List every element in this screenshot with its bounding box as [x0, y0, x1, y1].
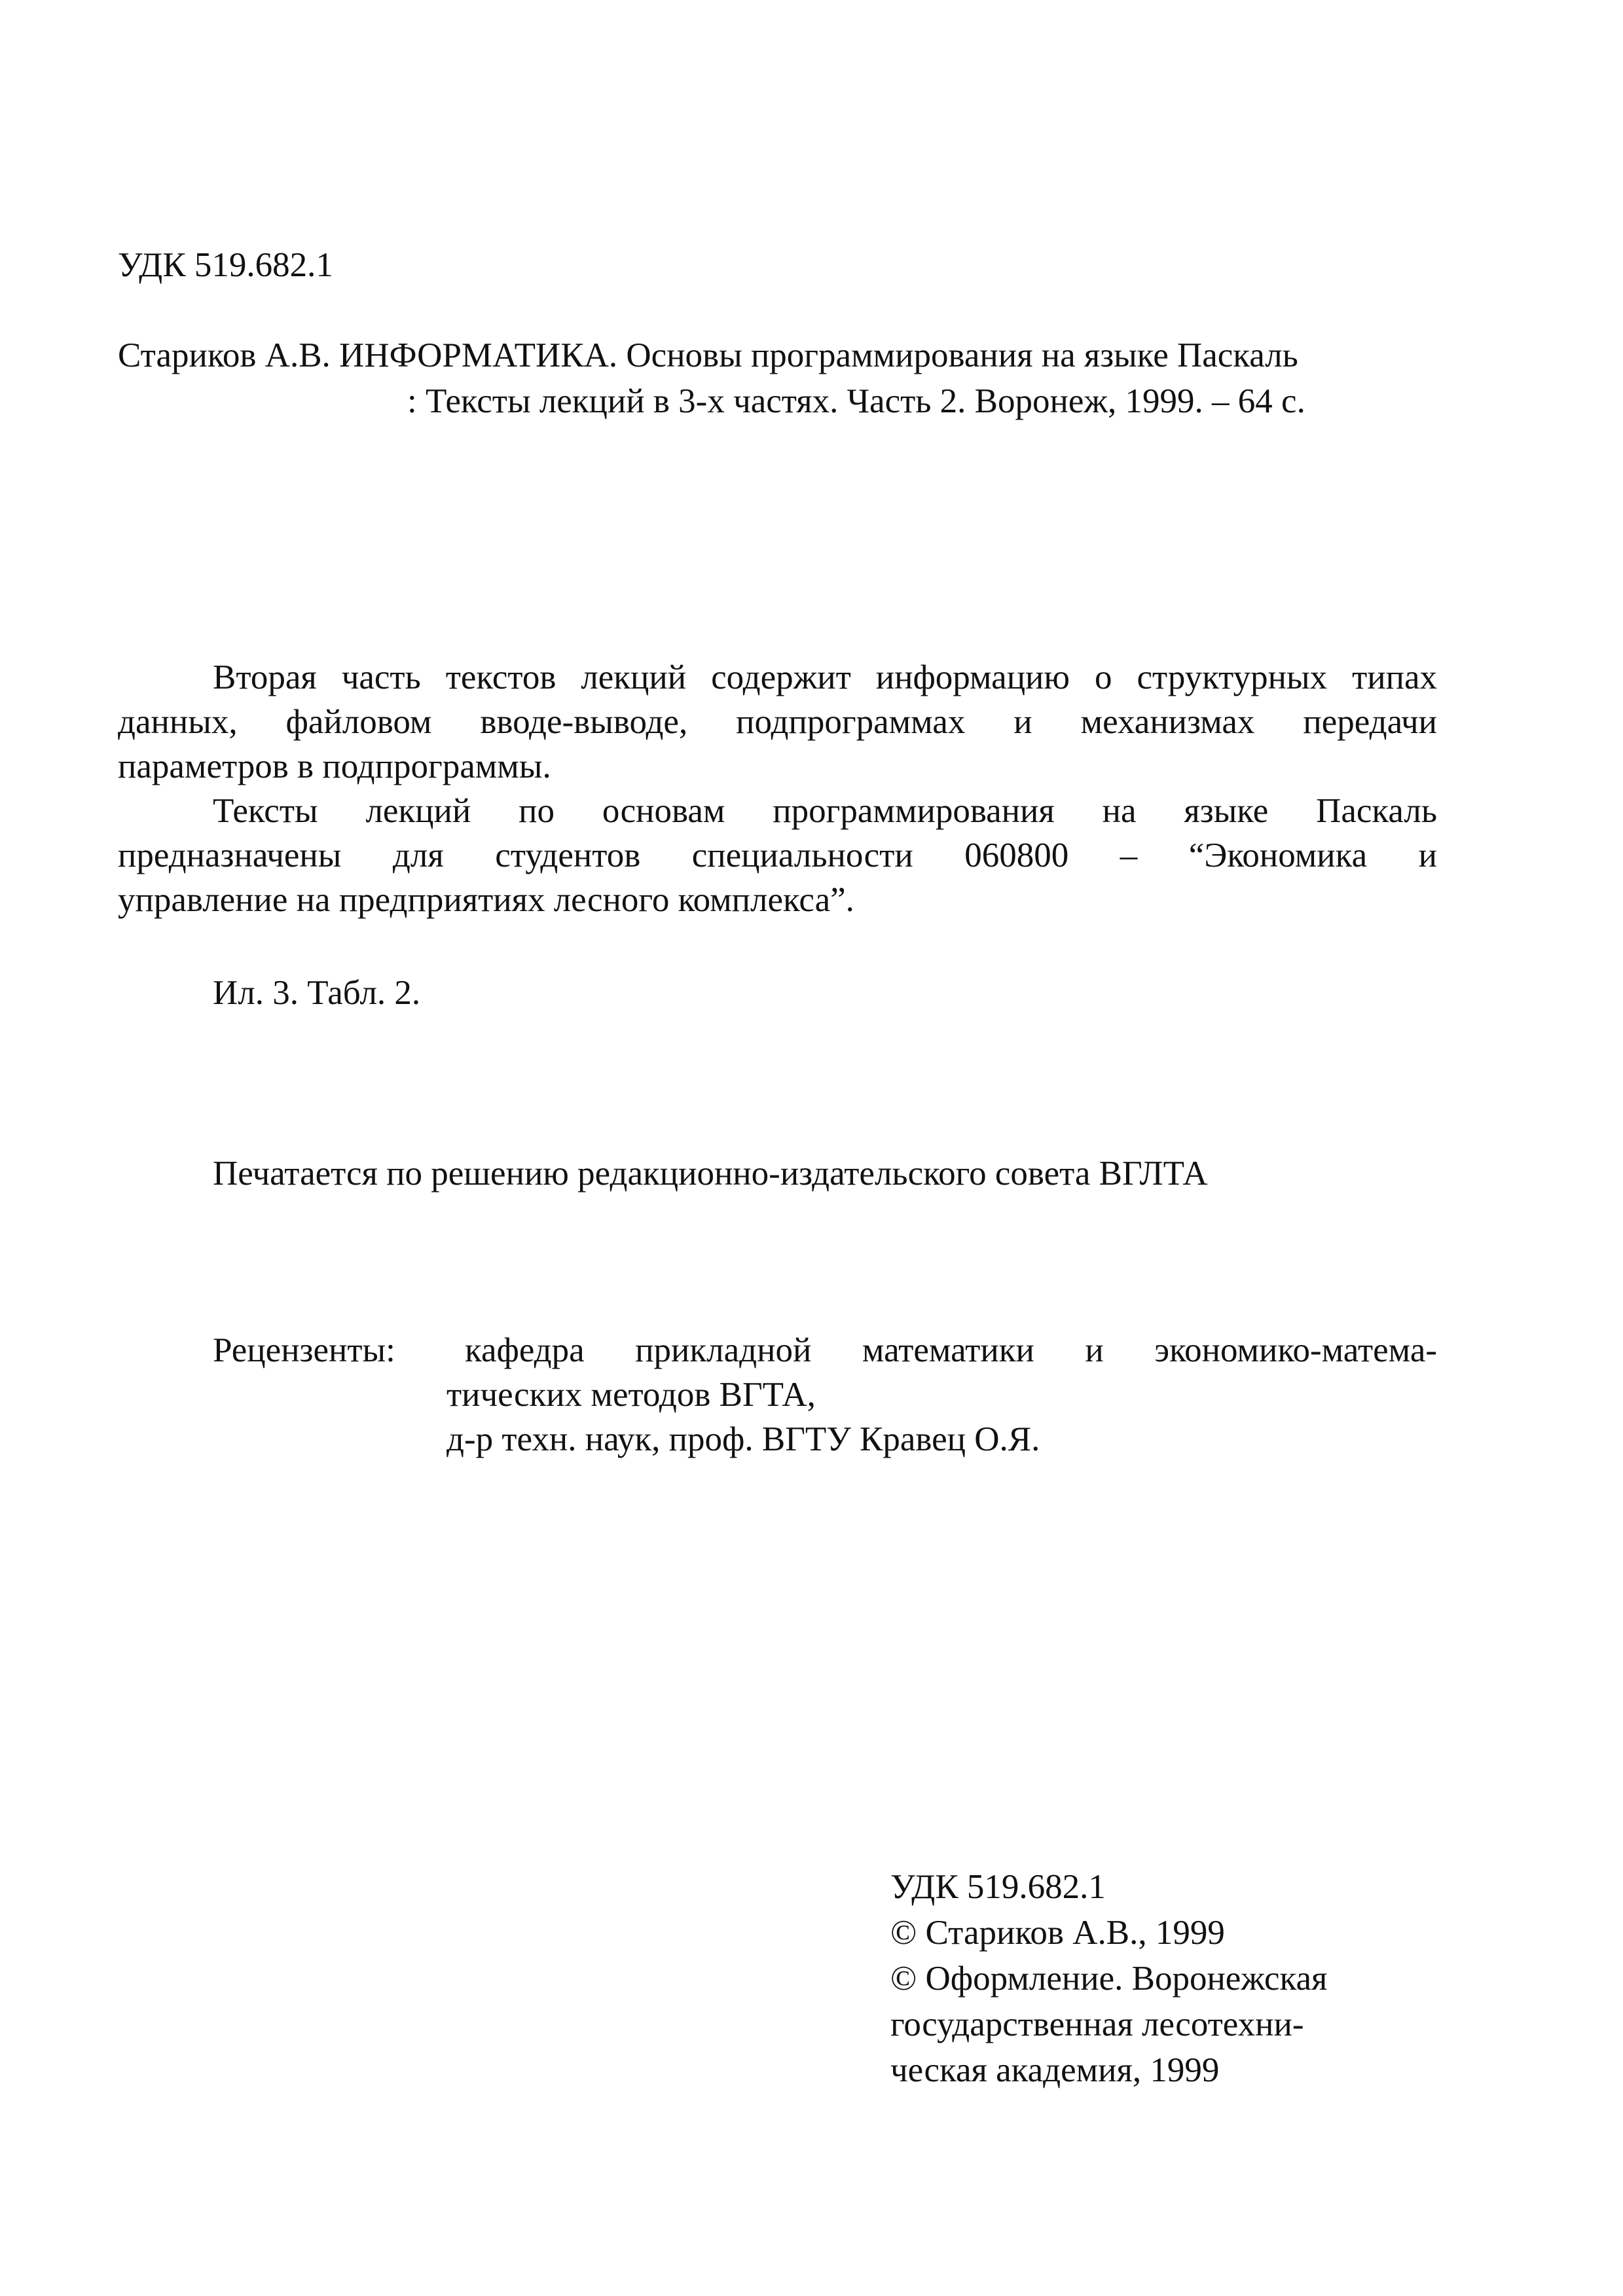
reviewers-line-2: тических методов ВГТА,	[447, 1376, 816, 1414]
abstract-p1-line-2: данных, файловом вводе-выводе, подпрограммах и механизмах передачи	[118, 703, 1437, 741]
reviewers-line-3: д-р техн. наук, проф. ВГТУ Кравец О.Я.	[447, 1420, 1040, 1458]
abstract-p2-line-1: Тексты лекций по основам программирования на языке Паскаль	[213, 792, 1437, 830]
abstract-p1-line-1: Вторая часть текстов лекций содержит информацию о структурных типах	[213, 658, 1437, 696]
copyright-design-line-1: © Оформление. Воронежская	[890, 1960, 1328, 1998]
copyright-design-line-2: государственная лесотехни-	[890, 2005, 1304, 2043]
reviewers-line-1: кафедра прикладной математики и экономико-матема-	[465, 1331, 1437, 1369]
reviewers-label: Рецензенты:	[213, 1331, 395, 1369]
copyright-udk: УДК 519.682.1	[890, 1868, 1106, 1906]
publication-note: Печатается по решению редакционно-издательского совета ВГЛТА	[213, 1155, 1208, 1193]
bibliography-line-2: : Тексты лекций в 3-х частях. Часть 2. Воронеж, 1999. – 64 с.	[407, 382, 1305, 420]
illustrations-count: Ил. 3. Табл. 2.	[213, 974, 421, 1012]
abstract-p2-line-2: предназначены для студентов специальности 060800 – “Экономика и	[118, 836, 1437, 874]
abstract-p2-line-3: управление на предприятиях лесного комплекса”.	[118, 881, 854, 919]
abstract-p1-line-3: параметров в подпрограммы.	[118, 747, 551, 785]
copyright-author: © Стариков А.В., 1999	[890, 1914, 1225, 1952]
copyright-design-line-3: ческая академия, 1999	[890, 2051, 1220, 2089]
udk-header: УДК 519.682.1	[118, 246, 333, 284]
bibliography-line-1: Стариков А.В. ИНФОРМАТИКА. Основы программирования на языке Паскаль	[118, 336, 1298, 374]
